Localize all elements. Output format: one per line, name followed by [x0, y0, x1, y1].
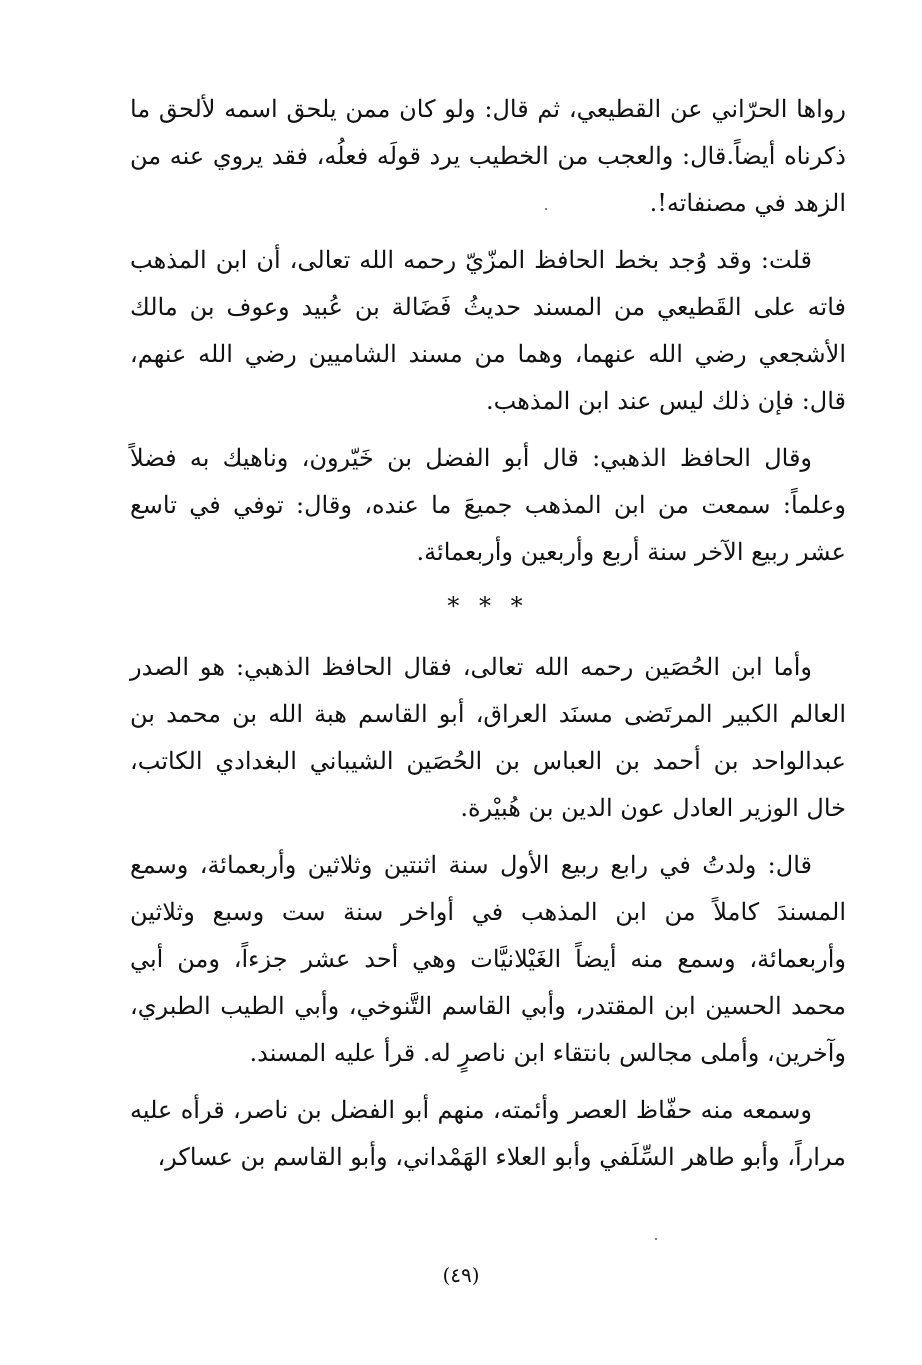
paragraph-1: رواها الحرّاني عن القطيعي، ثم قال: ولو كان ممن يلحق اسمه لألحق ما ذكرناه أيضاً.قال: والعجب من الخطيب يرد قولَه فعلُه، فقد يروي عنه من الزهد في مصنفاته!. — [130, 95, 846, 217]
paragraph-6: وسمعه منه حفّاظ العصر وأئمته، منهم أبو الفضل بن ناصر، قرأه عليه مراراً، وأبو طاهر السِّلَفي وأبو العلاء الهَمْداني، وأبو القاسم بن عساكر، — [130, 1096, 846, 1171]
paragraph-4: وأما ابن الحُصَين رحمه الله تعالى، فقال الحافظ الذهبي: هو الصدر العالم الكبير المرتَضى مسنَد العراق، أبو القاسم هبة الله بن محمد بن عبدالواحد بن أحمد بن العباس بن الحُصَين الشيباني البغدادي الكاتب، خال الوزير العادل عون الدين بن هُبيْرة. — [130, 653, 847, 822]
section-separator: * * * — [447, 592, 529, 620]
speck-mark — [655, 1238, 657, 1240]
paragraph-3: وقال الحافظ الذهبي: قال أبو الفضل بن خَيّرون، وناهيك به فضلاً وعلماً: سمعت من ابن المذهب جميعَ ما عنده، وقال: توفي في تاسع عشر ربيع الآخر سنة أربع وأربعين وأربعمائة. — [130, 444, 846, 566]
page-number: (٤٩) — [442, 1263, 480, 1287]
page-body — [130, 86, 846, 1191]
paragraph-5: قال: ولدتُ في رابع ربيع الأول سنة اثنتين وثلاثين وأربعمائة، وسمع المسندَ كاملاً من ابن المذهب في أواخر سنة ست وسبع وثلاثين وأربعمائة، وسمع منه أيضاً الغَيْلانيَّات وهي أحد عشر جزءاً، ومن أبي محمد الحسين ابن المقتدر، وأبي القاسم التَّنوخي، وأبي الطيب الطبري، وآخرين، وأملى مجالس بانتقاء ابن ناصرٍ له. قرأ عليه المسند. — [130, 851, 847, 1067]
paragraph-2: قلت: وقد وُجد بخط الحافظ المزّيّ رحمه الله تعالى، أن ابن المذهب فاته على القَطيعي من المسند حديثُ فَضَالة بن عُبيد وعوف بن مالك الأشجعي رضي الله عنهما، وهما من مسند الشاميين رضي الله عنهم، قال: فإن ذلك ليس عند ابن المذهب. — [130, 246, 846, 415]
speck-mark — [545, 208, 547, 210]
